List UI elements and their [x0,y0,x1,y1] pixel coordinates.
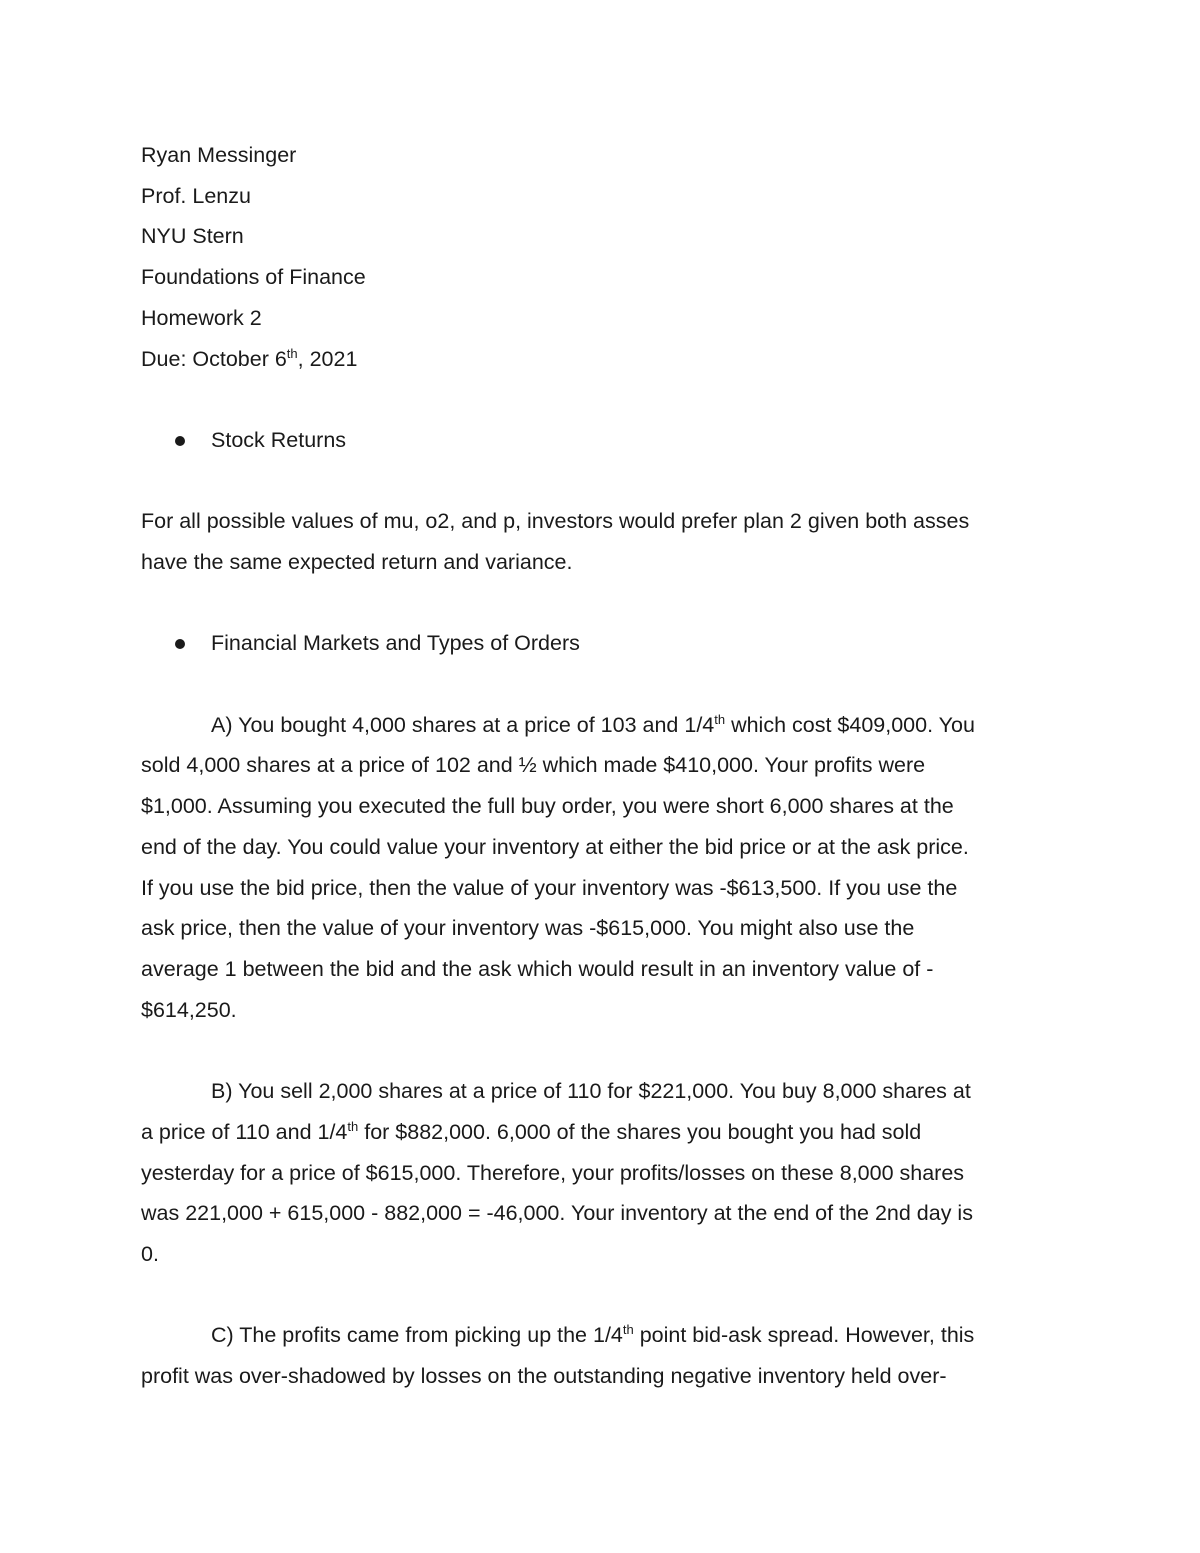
stock-returns-body-line: For all possible values of mu, o2, and p, investors would prefer plan 2 given both asses [141,509,970,534]
part-a-line: ask price, then the value of your inventory was -$615,000. You might also use the [141,916,915,941]
section-heading-stock-returns: Stock Returns [211,427,347,452]
due-date-prefix: Due: October 6 [141,346,287,371]
part-a-line: sold 4,000 shares at a price of 102 and ½ which made $410,000. Your profits were [141,753,926,778]
part-c-superscript: th [622,1322,634,1338]
part-a-line1-end: which cost $409,000. You [725,712,975,737]
part-a-line: If you use the bid price, then the value of your inventory was -$613,500. If you use the [141,875,958,900]
answer-part-c [141,1315,1056,1396]
part-b-line: was 221,000 + 615,000 - 882,000 = -46,000. Your inventory at the end of the 2nd day is [141,1201,973,1226]
part-b-line [141,1112,1056,1153]
stock-returns-body-line: have the same expected return and variance. [141,550,573,574]
bullet-stock-returns [141,420,1056,461]
due-date-suffix: , 2021 [297,346,358,371]
part-b-superscript: th [347,1118,359,1134]
spacer [141,461,1056,502]
part-c-line1-start: C) The profits came from picking up the 1/4 [211,1323,623,1348]
section-heading-financial-markets: Financial Markets and Types of Orders [211,631,580,656]
spacer [141,1275,1056,1316]
part-a-line: $614,250. [141,997,237,1022]
document-body [141,135,1056,1397]
part-c-line: profit was over-shadowed by losses on the outstanding negative inventory held over- [141,1364,947,1388]
part-b-line: yesterday for a price of $615,000. Therefore, your profits/losses on these 8,000 shares [141,1160,965,1185]
school-name: NYU Stern [141,224,244,249]
answer-part-b [141,1071,1056,1275]
part-a-line: $1,000. Assuming you executed the full buy order, you were short 6,000 shares at the [141,794,954,819]
part-b-line2-end: for $882,000. 6,000 of the shares you bought you had sold [358,1119,922,1144]
professor-name: Prof. Lenzu [141,183,251,208]
due-date [141,339,1056,380]
part-a-superscript: th [714,711,726,727]
bullet-icon [175,436,185,446]
part-c-line [141,1315,1056,1356]
author-name: Ryan Messinger [141,143,297,167]
spacer [141,379,1056,420]
part-a-line: average 1 between the bid and the ask which would result in an inventory value of - [141,957,934,981]
part-c-line1-end: point bid-ask spread. However, this [633,1323,975,1348]
assignment-title: Homework 2 [141,305,262,330]
part-b-line1: B) You sell 2,000 shares at a price of 110 for $221,000. You buy 8,000 shares at [211,1079,971,1104]
part-a-line [141,705,1056,746]
spacer [141,664,1056,705]
part-a-line1-start: A) You bought 4,000 shares at a price of 103 and 1/4 [211,712,715,737]
answer-part-a [141,705,1056,1031]
part-a-line: end of the day. You could value your inventory at either the bid price or at the ask price. [141,834,969,859]
bullet-financial-markets [141,623,1056,664]
part-b-line: 0. [141,1241,159,1266]
spacer [141,583,1056,624]
spacer [141,1030,1056,1071]
course-name: Foundations of Finance [141,265,366,290]
bullet-icon [175,639,185,649]
part-b-line2-start: a price of 110 and 1/4 [141,1119,348,1144]
due-date-superscript: th [286,345,298,361]
part-b-line [141,1071,1056,1112]
